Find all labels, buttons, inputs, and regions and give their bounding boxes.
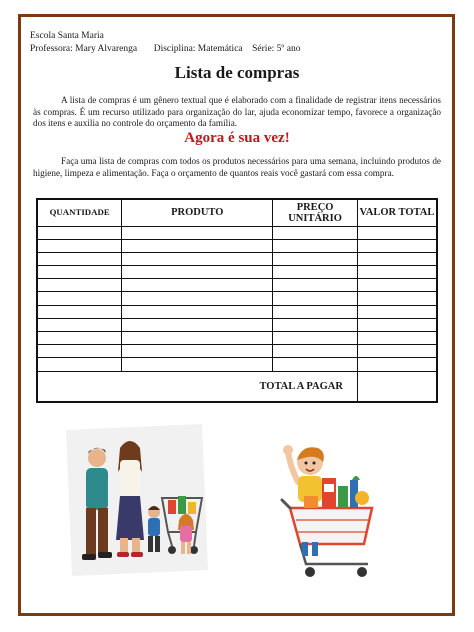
header-quantidade: QUANTIDADE [37, 199, 122, 226]
table-row[interactable] [37, 266, 437, 279]
cell-valor[interactable] [357, 279, 437, 292]
total-value-cell[interactable] [357, 371, 437, 402]
cell-quantidade[interactable] [37, 318, 122, 331]
school-name: Escola Santa Maria [30, 31, 104, 41]
intro-paragraph: A lista de compras é um gênero textual que é elaborado com a finalidade de registrar itens necessários às compras. É um recurso utilizado para organização do lar, ajuda economizar tempo, favorece a organização dos itens e auxilia no controle do orçamento da família. [33, 95, 441, 128]
cell-preco[interactable] [273, 292, 358, 305]
cell-quantidade[interactable] [37, 226, 122, 239]
table-row[interactable] [37, 345, 437, 358]
cell-preco[interactable] [273, 266, 358, 279]
table-row[interactable] [37, 239, 437, 252]
cell-produto[interactable] [122, 358, 273, 371]
cell-quantidade[interactable] [37, 332, 122, 345]
table-row[interactable] [37, 318, 437, 331]
header-preco-unitario: PREÇO UNITÁRIO [273, 199, 358, 226]
cell-valor[interactable] [357, 266, 437, 279]
header-produto: PRODUTO [122, 199, 273, 226]
cell-produto[interactable] [122, 279, 273, 292]
cell-produto[interactable] [122, 305, 273, 318]
section-subtitle: Agora é sua vez! [184, 130, 290, 146]
cell-produto[interactable] [122, 292, 273, 305]
cell-produto[interactable] [122, 226, 273, 239]
cell-valor[interactable] [357, 239, 437, 252]
cell-produto[interactable] [122, 239, 273, 252]
cell-quantidade[interactable] [37, 345, 122, 358]
cell-quantidade[interactable] [37, 279, 122, 292]
cell-valor[interactable] [357, 318, 437, 331]
table-row[interactable] [37, 358, 437, 371]
cell-valor[interactable] [357, 292, 437, 305]
cell-preco[interactable] [273, 279, 358, 292]
total-label: TOTAL A PAGAR [37, 371, 357, 402]
cell-preco[interactable] [273, 252, 358, 265]
grade-level: Série: 5º ano [252, 44, 301, 54]
cell-quantidade[interactable] [37, 292, 122, 305]
cell-quantidade[interactable] [37, 305, 122, 318]
subject-name: Disciplina: Matemática [153, 44, 243, 54]
cell-produto[interactable] [122, 345, 273, 358]
cell-quantidade[interactable] [37, 252, 122, 265]
cell-preco[interactable] [273, 358, 358, 371]
table-row[interactable] [37, 252, 437, 265]
cell-preco[interactable] [273, 239, 358, 252]
child-with-cart-illustration [276, 436, 388, 584]
cell-valor[interactable] [357, 226, 437, 239]
header-valor-total: VALOR TOTAL [357, 199, 437, 226]
cell-produto[interactable] [122, 318, 273, 331]
cell-valor[interactable] [357, 345, 437, 358]
cell-preco[interactable] [273, 305, 358, 318]
table-row[interactable] [37, 226, 437, 239]
page-title: Lista de compras [174, 63, 300, 82]
table-header-row [37, 199, 437, 226]
cell-valor[interactable] [357, 305, 437, 318]
table-row[interactable] [37, 292, 437, 305]
cell-preco[interactable] [273, 226, 358, 239]
header-info-line [30, 44, 300, 54]
cell-valor[interactable] [357, 358, 437, 371]
cell-quantidade[interactable] [37, 266, 122, 279]
family-shopping-illustration [62, 420, 212, 580]
cell-quantidade[interactable] [37, 239, 122, 252]
cell-produto[interactable] [122, 332, 273, 345]
cell-preco[interactable] [273, 318, 358, 331]
table-row[interactable] [37, 332, 437, 345]
cell-produto[interactable] [122, 252, 273, 265]
shopping-list-table [36, 198, 438, 403]
teacher-name: Professora: Mary Alvarenga [30, 44, 138, 54]
total-row [37, 371, 437, 402]
cell-preco[interactable] [273, 332, 358, 345]
cell-valor[interactable] [357, 332, 437, 345]
table-row[interactable] [37, 279, 437, 292]
cell-valor[interactable] [357, 252, 437, 265]
table-row[interactable] [37, 305, 437, 318]
cell-preco[interactable] [273, 345, 358, 358]
instructions-paragraph: Faça uma lista de compras com todos os produtos necessários para uma semana, incluindo produtos de higiene, limpeza e alimentação. Faça o orçamento de quantos reais você gastará com essa compra. [33, 156, 441, 178]
cell-produto[interactable] [122, 266, 273, 279]
cell-quantidade[interactable] [37, 358, 122, 371]
